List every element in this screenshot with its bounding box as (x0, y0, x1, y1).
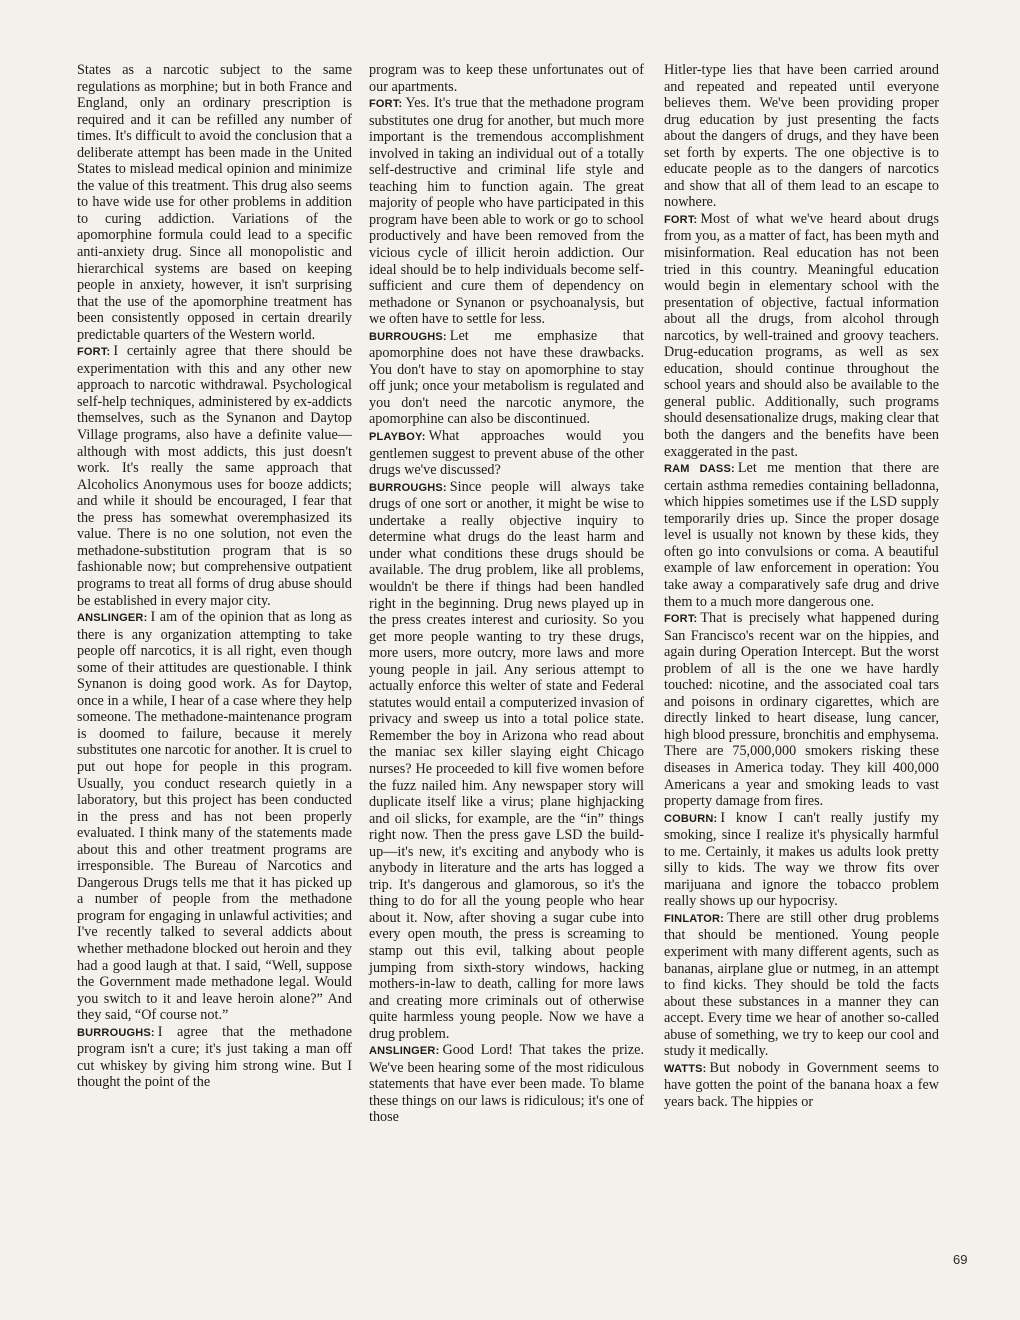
speaker-label: PLAYBOY: (369, 431, 426, 444)
speaker-label: BURROUGHS: (369, 481, 447, 494)
paragraph (369, 1042, 644, 1126)
paragraph (369, 479, 644, 1043)
paragraph (77, 343, 352, 609)
paragraph (369, 428, 644, 479)
paragraph-text: Most of what we've heard about drugs from you, as a matter of fact, has been myth and misinformation. Real education has not been tried in this country. Meaningful education would begin in elementary school with the presentation of objective, factual information about all the drugs, from alcohol through narcotics, by well-trained and groovy teachers. Drug-education programs, as well as sex education, should continue throughout the school years and should also be available to the general public. Additionally, such programs should desensationalize drugs, making clear that both the dangers and the benefits have been exaggerated in the past. (664, 210, 940, 460)
speaker-label: FINLATOR: (664, 912, 725, 925)
paragraph-text: There are still other drug problems that should be mentioned. Young people experiment with many different agents, such as bananas, airplane glue or nutmeg, in an attempt to find kicks. They should be told the facts about these substances in a manner they can accept. Every time we hear of another so-called abuse of something, we try to keep our cool and study it medically. (664, 909, 939, 1060)
speaker-label: WATTS: (664, 1062, 707, 1075)
speaker-label: RAM DASS: (664, 463, 735, 476)
speaker-label: ANSLINGER: (77, 612, 148, 625)
paragraph-text: I know I can't really justify my smoking, since I realize it's physically harmful to me. Certainly, it makes us adults look pretty silly to kids. The way we throw fits over marijuana and ignore the tobacco problem really shows up our hypocrisy. (664, 809, 939, 910)
paragraph (664, 62, 939, 211)
paragraph-text: Since people will always take drugs of one sort or another, it might be wise to undertake a really objective inquiry to determine what drugs do the least harm and under what conditions these drugs should be available. The drug problem, like all problems, wouldn't be there if things had been handled right in the beginning. Drug news played up in the press creates interest and curiosity. So you get more people wanting to try these drugs, more users, more outcry, more laws and more young people in jail. Any serious attempt to actually enforce this welter of state and Federal statutes would entail a computerized invasion of privacy and sweep us into a total police state. Remember the boy in Arizona who read about the maniac sex killer slaying eight Chicago nurses? He proceeded to kill five women before the fuzz nailed him. Any newspaper story will duplicate itself like a virus; plane highjacking and oil slicks, for example, are the “in” things right now. Then the press gave LSD the build-up—it's new, it's exciting and anybody who is anybody in literature and the arts has logged a trip. It's dangerous and glamorous, so it's the thing to do for all the young people who hear about it. Now, after shoving a sugar cube into every open mouth, the press is screaming to stamp out this evil, talking about people jumping from sixth-story windows, hacking mothers-in-law to death, calling for more laws and creating more criminals out of otherwise quite harmless young people. Now we have a drug problem. (369, 478, 644, 1042)
paragraph-text: Let me emphasize that apomorphine does not have these drawbacks. You don't have to stay on apomorphine to stay off junk; once your metabolism is regulated and you don't need the narcotic anymore, the apomorphine can also be discontinued. (369, 327, 644, 428)
text-column-2 (369, 62, 644, 1126)
paragraph (664, 610, 939, 810)
page-number: 69 (953, 1252, 968, 1267)
speaker-label: BURROUGHS: (77, 1026, 155, 1039)
paragraph (77, 1024, 352, 1091)
paragraph (77, 62, 352, 343)
paragraph-text: But nobody in Government seems to have gotten the point of the banana hoax a few years back. The hippies or (664, 1059, 939, 1110)
paragraph (77, 609, 352, 1024)
speaker-label: ANSLINGER: (369, 1045, 440, 1058)
paragraph-text: Good Lord! That takes the prize. We've been hearing some of the most ridiculous statements that have ever been made. To blame these things on our laws is ridiculous; it's one of those (369, 1042, 644, 1126)
speaker-label: COBURN: (664, 812, 718, 825)
paragraph-text: I agree that the methadone program isn't a cure; it's just taking a man off cut whiskey by giving him strong wine. But I thought the point of the (77, 1023, 352, 1091)
paragraph (369, 62, 644, 95)
paragraph (664, 211, 939, 460)
paragraph-text: What approaches would you gentlemen suggest to prevent abuse of the other drugs we've discussed? (369, 428, 644, 479)
text-column-1 (77, 62, 352, 1091)
speaker-label: FORT: (369, 98, 403, 111)
speaker-label: FORT: (77, 346, 111, 359)
paragraph (664, 1060, 939, 1111)
paragraph (664, 910, 939, 1060)
speaker-label: FORT: (664, 613, 698, 626)
paragraph-text: I certainly agree that there should be experimentation with this and any other new approach to narcotic withdrawal. Psychological self-help techniques, administered by ex-addicts themselves, such as the Synanon and Daytop Village programs, also have a definite value—although with most addicts, this just doesn't work. It's really the same approach that Alcoholics Anonymous uses for booze addicts; and while it should be encouraged, I fear that the press has somewhat overemphasized its value. There is no one solution, not even the methadone-substitution program that is so fashionable now; but comprehensive outpatient programs to treat all forms of drug abuse should be established in every major city. (77, 343, 352, 609)
paragraph (664, 460, 939, 610)
speaker-label: BURROUGHS: (369, 330, 447, 343)
paragraph-text: Let me mention that there are certain asthma remedies containing belladonna, which hippies sometimes use if the LSD supply temporarily dries up. Since the proper dosage level is usually not known by these kids, they often go into convulsions or coma. A beautiful example of law enforcement in operation: You take away a comparatively safe drug and drive them to a much more dangerous one. (664, 460, 939, 610)
paragraph-text: Hitler-type lies that have been carried around and repeated and repeated until everyone believes them. We've been providing proper drug education by just presenting the facts about the dangers of drugs, and they have been set forth by experts. The one objective is to educate people as to the dangers of narcotics and show that all of them lead to an escape to nowhere. (664, 62, 939, 211)
paragraph-text: Yes. It's true that the methadone program substitutes one drug for another, but much more important is the tremendous accomplishment involved in taking an individual out of a totally self-destructive and criminal life style and teaching him to function again. The great majority of people who have participated in this program have been able to work or go to school productively and have been removed from the vicious cycle of illicit heroin addiction. Our ideal should be to help individuals become self-sufficient and cure them of dependency on methadone or Synanon or psychoanalysis, but we often have to settle for less. (369, 95, 644, 328)
speaker-label: FORT: (664, 213, 698, 226)
paragraph-text: program was to keep these unfortunates out of our apartments. (369, 62, 644, 95)
paragraph (664, 810, 939, 910)
paragraph-text: That is precisely what happened during San Francisco's recent war on the hippies, and again during Operation Intercept. But the worst problem of all is the one we have hardly touched: nicotine, and the associated coal tars and poisons in ordinary cigarettes, which are directly linked to heart disease, lung cancer, high blood pressure, bronchitis and emphysema. There are 75,000,000 smokers risking these diseases in America today. They kill 400,000 Americans a year and smoking leads to vast property damage from fires. (664, 610, 939, 810)
paragraph-text: I am of the opinion that as long as there is any organization attempting to take people off narcotics, it is all right, even though some of their attitudes are questionable. I think Synanon is doing good work. As for Daytop, once in a while, I hear of a case where they help someone. The methadone-maintenance program is doomed to failure, because it merely substitutes one narcotic for another. It is cruel to put out hope for people in this program. Usually, you conduct research quietly in a laboratory, but this project has been conducted in the press and has not been properly evaluated. I think many of the statements made about this and other treatment programs are irresponsible. The Bureau of Narcotics and Dangerous Drugs tells me that it has picked up a number of people from the methadone program for engaging in unlawful activities; and I've recently talked to several addicts about whether methadone blocked out heroin and they had a good laugh at that. I said, “Well, suppose the Government made methadone legal. Would you switch to it and leave heroin alone?” And they said, “Of course not.” (77, 609, 353, 1024)
paragraph-text: States as a narcotic subject to the same regulations as morphine; but in both France and England, only an ordinary prescription is required and it can be refilled any number of times. It's difficult to avoid the conclusion that a deliberate attempt has been made in the United States to mislead medical opinion and minimize the value of this treatment. This drug also seems to have wide use for other problems in addition to curing addiction. Variations of the apomorphine formula could lead to a specific anti-anxiety drug. Since all monopolistic and hierarchical systems are based on keeping people in anxiety, however, it isn't surprising that the use of the apomorphine treatment has been consistently opposed in certain drearily predictable quarters of the Western world. (77, 62, 352, 343)
paragraph (369, 328, 644, 428)
paragraph (369, 95, 644, 328)
text-column-3 (664, 62, 939, 1110)
